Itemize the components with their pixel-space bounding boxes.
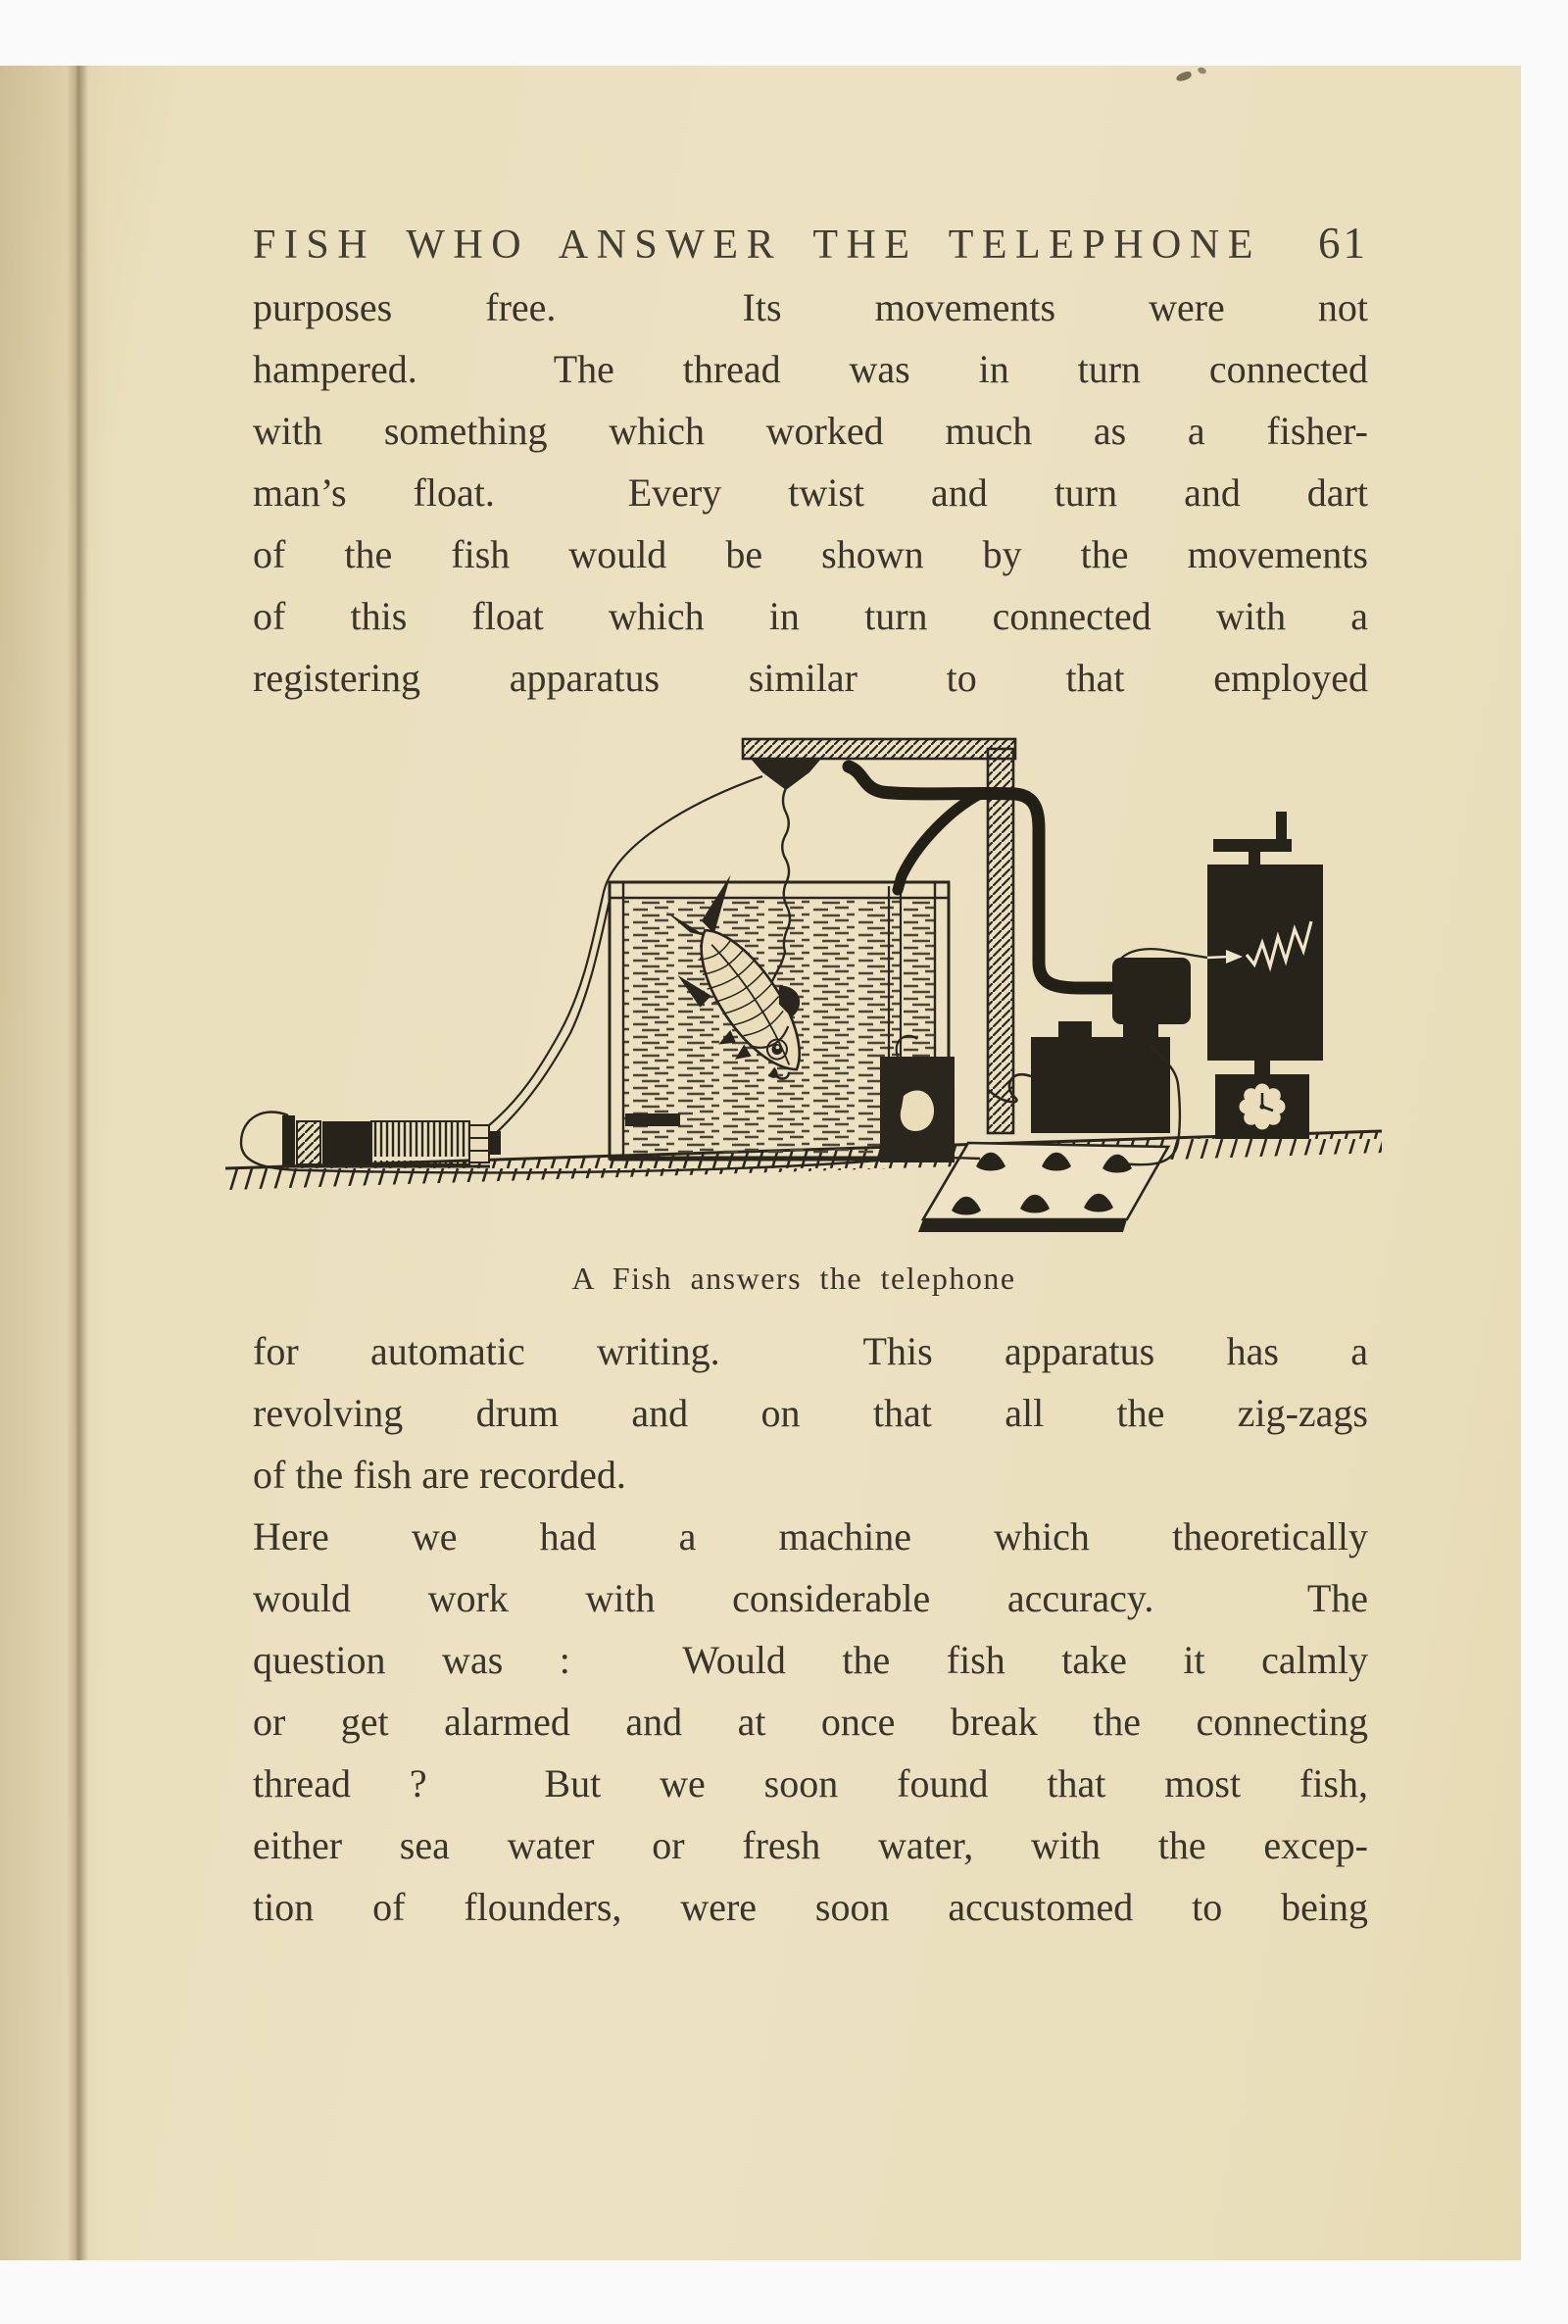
battery <box>988 1021 1170 1133</box>
body-line: either sea water or fresh water, with the excep- <box>253 1823 1368 1867</box>
figure-caption: A Fish answers the telephone <box>571 1261 1016 1296</box>
support-post <box>988 749 1013 1133</box>
body-line: Here we had a machine which theoretically <box>253 1514 1368 1558</box>
paragraph-1 <box>253 276 1368 709</box>
body-line: for automatic writing. This apparatus has a <box>253 1329 1368 1373</box>
body-line: of the fish are recorded. <box>253 1453 626 1497</box>
body-line: hampered. The thread was in turn connected <box>253 347 1368 391</box>
body-line: man’s float. Every twist and turn and dart <box>253 470 1368 515</box>
page-number: 61 <box>1318 219 1368 268</box>
body-line: revolving drum and on that all the zig-zags <box>253 1391 1368 1435</box>
pulley-funnel <box>751 759 821 790</box>
body-line: registering apparatus similar to that employed <box>253 656 1368 700</box>
body-line: of this float which in turn connected with a <box>253 594 1368 638</box>
body-line: tion of flounders, were soon accustomed to being <box>253 1885 1368 1929</box>
paragraph-3 <box>253 1506 1368 1938</box>
relay-block <box>1112 958 1191 1024</box>
timing-clock <box>1215 1074 1309 1139</box>
body-line: with something which worked much as a fisher- <box>253 409 1368 453</box>
running-title: FISH WHO ANSWER THE TELEPHONE <box>253 223 1261 268</box>
page-header <box>253 218 1368 269</box>
body-line: purposes free. Its movements were not <box>253 285 1368 329</box>
tank-weight-block <box>625 1113 680 1126</box>
induction-coil <box>282 1115 501 1166</box>
body-line: thread ? But we soon found that most fish, <box>253 1761 1368 1805</box>
body-line: would work with considerable accuracy. The <box>253 1576 1368 1620</box>
body-line: question was : Would the fish take it calmly <box>253 1638 1368 1682</box>
figure-illustration <box>225 727 1382 1335</box>
pulley-bracket <box>743 739 1015 790</box>
body-line: of the fish would be shown by the movements <box>253 532 1368 576</box>
paragraph-2 <box>253 1320 1368 1506</box>
body-line: or get alarmed and at once break the connecting <box>253 1700 1368 1744</box>
